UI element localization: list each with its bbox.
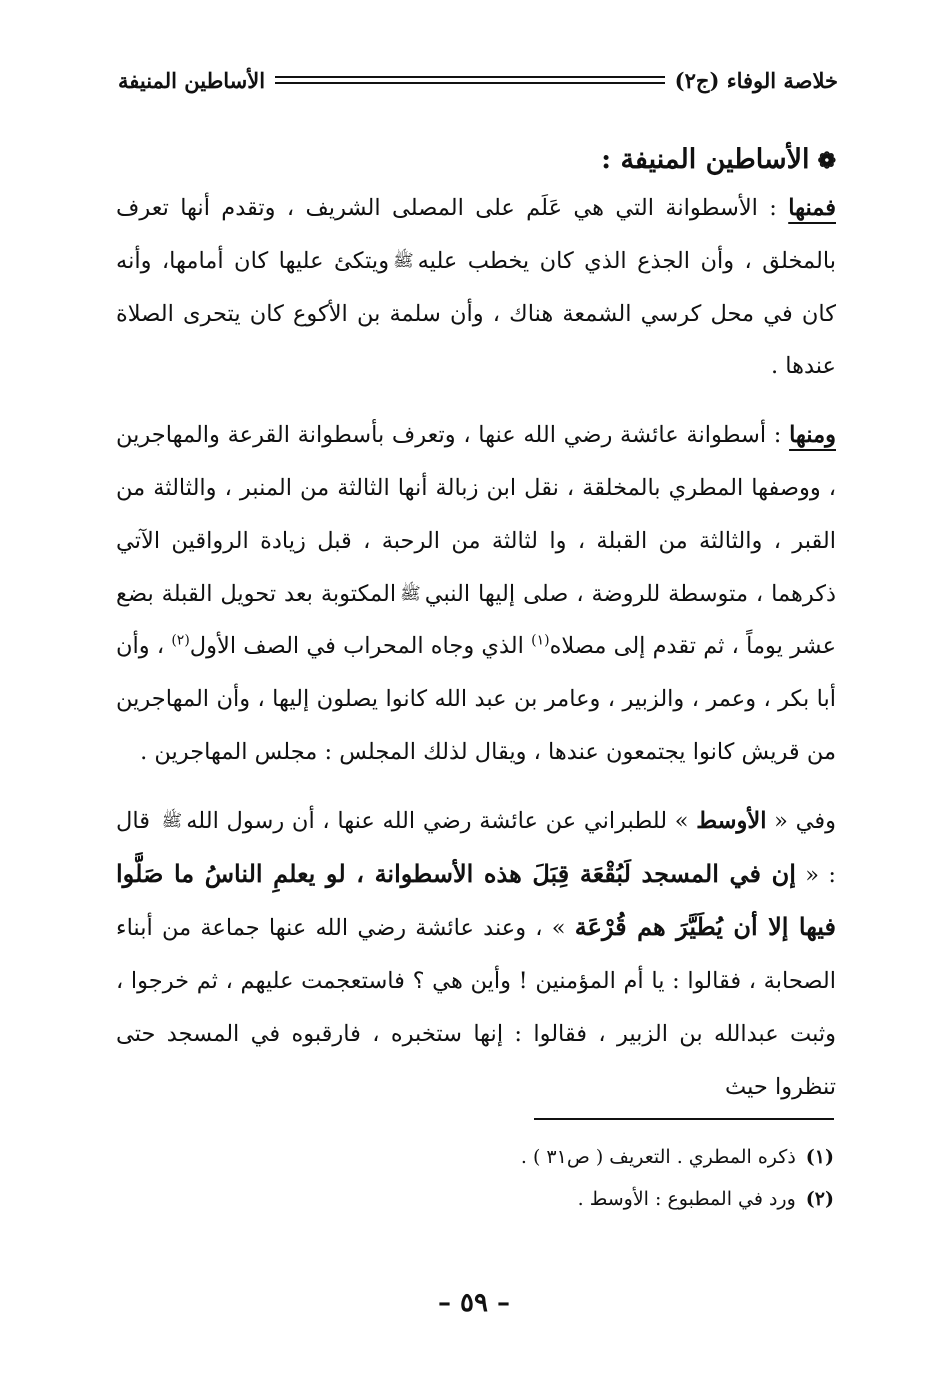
body-text <box>116 182 836 1114</box>
hadith-quote: إن في المسجد لَبُقْعَة قِبَلَ هذه الأسطوانة ، لو يعلمِ الناسُ ما صَلَّوا فيها إلا أن يُطَيَّرَ هم قُرْعَة <box>116 858 836 942</box>
paragraph-1 <box>116 182 836 393</box>
footnote-text: ورد في المطبوع : الأوسط . <box>577 1188 796 1210</box>
paragraph-text: » للطبراني عن عائشة رضي الله عنها ، أن رسول الله <box>186 807 697 834</box>
sallallahu-icon: ﷺ <box>400 583 421 604</box>
page-number: – ٥٩ – <box>437 1288 511 1318</box>
sallallahu-icon: ﷺ <box>161 810 183 831</box>
paragraph-text: : أسطوانة عائشة رضي الله عنها ، وتعرف بأسطوانة القرعة والمهاجرين ، ووصفها المطري بالمخلقة ، نقل ابن زبالة أنها الثالثة من المنبر ، والثالثة من القبر ، والثالثة من القبلة ، وا لثالثة من الرحبة ، قبل زيادة الرواقين الآتي ذكرهما ، متوسطة للروضة ، صلى إليها النبي <box>116 422 836 607</box>
footnote-1 <box>114 1136 834 1178</box>
footnote-text: ذكره المطري . التعريف ( ص٣١ ) . <box>520 1146 796 1168</box>
footnotes <box>114 1136 834 1220</box>
paragraph-text: » ، وعند عائشة رضي الله عنها جماعة من أبناء الصحابة ، فقالوا : يا أم المؤمنين ! وأين هي ؟ فاستعجمت عليهم ، ثم خرجوا ، وثبت عبدالله بن الزبير ، فقالوا : إنها ستخبره ، فارقبوه في المسجد حتى تنظروا حيث <box>116 915 836 1100</box>
running-header <box>118 58 838 102</box>
paragraph-3 <box>116 795 836 1114</box>
section-title: الأساطين المنيفة : <box>601 144 810 175</box>
paragraph-text: الذي وجاه المحراب في الصف الأول <box>189 633 532 660</box>
source-title: الأوسط <box>696 807 767 834</box>
footnote-number: (١) <box>805 1146 834 1168</box>
flower-ornament-icon: ❁ <box>817 147 836 174</box>
header-book-title: خلاصة الوفاء (ج٢) <box>674 67 838 93</box>
footnote-number: (٢) <box>805 1188 834 1210</box>
section-heading <box>116 140 836 181</box>
paragraph-text: ويتكئ عليها كان أمامها، وأنه كان في محل كرسي الشمعة هناك ، وأن سلمة بن الأكوع كان يتحرى الصلاة عندها . <box>116 247 836 380</box>
footnote-separator <box>534 1118 834 1120</box>
paragraph-text: : الأسطوانة التي هي عَلَم على المصلى الشريف ، وتقدم أنها تعرف بالمخلق ، وأن الجذع الذي كان يخطب عليه <box>116 195 837 274</box>
paragraph-text: المكتوبة بعد تحويل القبلة بضع عشر يوماً ، ثم تقدم إلى مصلاه <box>116 580 837 660</box>
sallallahu-icon: ﷺ <box>393 250 414 271</box>
paragraph-text: ، وأن أبا بكر ، وعمر ، والزبير ، وعامر بن عبد الله كانوا يصلون إليها ، وأن المهاجرين من قريش كانوا يجتمعون عندها ، ويقال لذلك المجلس : مجلس المهاجرين . <box>116 633 836 765</box>
paragraph-text: وفي « <box>766 807 836 834</box>
header-section-title: الأساطين المنيفة <box>118 67 266 93</box>
footnote-reference-1[interactable]: (١) <box>531 632 550 649</box>
footnote-2 <box>114 1178 834 1220</box>
paragraph-text: قال : « <box>116 807 836 888</box>
paragraph-2 <box>116 409 836 779</box>
header-rule <box>275 76 665 84</box>
footnote-reference-2[interactable]: (٢) <box>171 632 190 649</box>
paragraph-lead: ومنها <box>789 422 836 449</box>
paragraph-lead: فمنها <box>788 195 836 221</box>
